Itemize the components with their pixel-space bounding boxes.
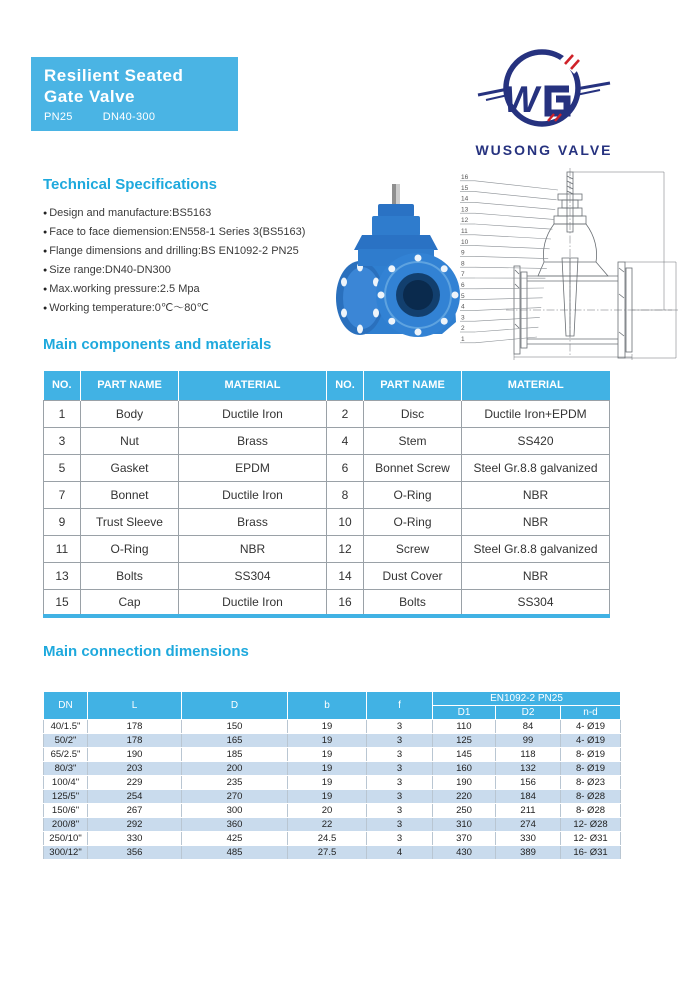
bullet-icon: ●: [43, 210, 48, 217]
cell-no: 14: [327, 562, 364, 589]
cell-material: EPDM: [179, 454, 327, 481]
dimensions-table-row: [44, 720, 621, 734]
components-header-row: [44, 371, 610, 400]
cell-material: NBR: [462, 562, 610, 589]
cell-no: 4: [327, 427, 364, 454]
callout-number: 3: [461, 314, 465, 322]
wusong-logo-icon: [476, 42, 612, 134]
cell-dn: 250/10": [44, 832, 88, 846]
callout-number: 7: [461, 271, 465, 279]
spec-item: ● Flange dimensions and drilling:BS EN1092-2 PN25: [43, 245, 299, 257]
cell-l: 178: [88, 734, 182, 748]
cell-b: 19: [288, 720, 367, 734]
callout-number: 14: [461, 195, 469, 203]
cell-l: 178: [88, 720, 182, 734]
cell-d2: 118: [496, 748, 561, 762]
cell-dn: 125/5": [44, 790, 88, 804]
cell-part-name: O-Ring: [364, 481, 462, 508]
components-table-row: [44, 481, 610, 508]
cell-d: 485: [182, 846, 288, 860]
callout-number: 9: [461, 249, 465, 257]
cell-d2: 99: [496, 734, 561, 748]
logo-monogram-w: W: [504, 79, 539, 120]
dimensions-table-row: [44, 846, 621, 860]
cell-d: 425: [182, 832, 288, 846]
cell-d2: 132: [496, 762, 561, 776]
col-header-partname-right: PART NAME: [364, 371, 462, 400]
cell-nd: 12- Ø31: [561, 832, 621, 846]
product-title-line2: Gate Valve: [44, 87, 136, 106]
col-header-material-left: MATERIAL: [179, 371, 327, 400]
callout-number: 11: [461, 228, 468, 235]
cell-d2: 274: [496, 818, 561, 832]
cell-nd: 4- Ø19: [561, 720, 621, 734]
spec-item: ● Max.working pressure:2.5 Mpa: [43, 283, 200, 295]
section-heading-technical-specifications: Technical Specifications: [43, 176, 217, 193]
cell-nd: 12- Ø28: [561, 818, 621, 832]
cell-d1: 190: [433, 776, 496, 790]
cell-b: 19: [288, 734, 367, 748]
company-name: WUSONG VALVE: [475, 142, 613, 158]
cell-part-name: Screw: [364, 535, 462, 562]
dimensions-table-row: [44, 748, 621, 762]
callout-number: 15: [461, 184, 469, 192]
cell-nd: 4- Ø19: [561, 734, 621, 748]
cell-l: 229: [88, 776, 182, 790]
cell-no: 8: [327, 481, 364, 508]
cell-f: 3: [367, 762, 433, 776]
product-title-block: [31, 57, 238, 131]
cell-l: 267: [88, 804, 182, 818]
cell-no: 5: [44, 454, 81, 481]
bullet-icon: ●: [43, 267, 48, 274]
cell-nd: 8- Ø19: [561, 762, 621, 776]
spec-item: ● Design and manufacture:BS5163: [43, 207, 212, 219]
cell-nd: 8- Ø23: [561, 776, 621, 790]
components-table-row: [44, 562, 610, 589]
cell-material: NBR: [462, 508, 610, 535]
callout-number: 5: [461, 292, 465, 300]
cell-b: 19: [288, 748, 367, 762]
cell-f: 3: [367, 748, 433, 762]
cell-f: 3: [367, 832, 433, 846]
product-subtitle: [44, 111, 238, 123]
dimensions-table-row: [44, 804, 621, 818]
cell-no: 13: [44, 562, 81, 589]
gate-valve-photo-graphic: [322, 182, 474, 338]
cell-material: Ductile Iron: [179, 589, 327, 616]
pressure-rating-label: PN25: [44, 111, 73, 123]
cell-b: 19: [288, 790, 367, 804]
company-logo: [474, 42, 614, 158]
cell-nd: 16- Ø31: [561, 846, 621, 860]
cell-l: 190: [88, 748, 182, 762]
cell-d: 150: [182, 720, 288, 734]
cell-part-name: Nut: [81, 427, 179, 454]
cell-d2: 84: [496, 720, 561, 734]
callout-number: 4: [461, 303, 465, 311]
cell-d: 270: [182, 790, 288, 804]
dimensions-table: [43, 691, 621, 860]
col-group-header-en1092: EN1092-2 PN25: [433, 692, 621, 706]
col-header-l: L: [88, 692, 182, 720]
cell-b: 20: [288, 804, 367, 818]
cell-d1: 160: [433, 762, 496, 776]
dimensions-table-row: [44, 734, 621, 748]
components-table-row: [44, 427, 610, 454]
callout-number: 8: [461, 260, 465, 268]
cell-no: 7: [44, 481, 81, 508]
callout-number: 6: [461, 282, 465, 289]
col-header-d1: D1: [433, 706, 496, 720]
bullet-icon: ●: [43, 286, 48, 293]
cell-d: 165: [182, 734, 288, 748]
cell-dn: 100/4": [44, 776, 88, 790]
cell-material: Steel Gr.8.8 galvanized: [462, 535, 610, 562]
cell-nd: 8- Ø28: [561, 790, 621, 804]
cell-l: 292: [88, 818, 182, 832]
cell-b: 27.5: [288, 846, 367, 860]
cell-material: Steel Gr.8.8 galvanized: [462, 454, 610, 481]
cell-d2: 184: [496, 790, 561, 804]
cell-l: 254: [88, 790, 182, 804]
cell-part-name: Disc: [364, 400, 462, 427]
cell-part-name: Bonnet Screw: [364, 454, 462, 481]
components-table-row: [44, 535, 610, 562]
col-header-f: f: [367, 692, 433, 720]
cell-no: 12: [327, 535, 364, 562]
cell-nd: 8- Ø28: [561, 804, 621, 818]
cell-part-name: Stem: [364, 427, 462, 454]
components-table-row: [44, 589, 610, 616]
dimensions-header-row-top: [44, 692, 621, 706]
cell-material: Ductile Iron: [179, 481, 327, 508]
col-header-b: b: [288, 692, 367, 720]
cell-d1: 250: [433, 804, 496, 818]
cell-d1: 145: [433, 748, 496, 762]
cell-d2: 389: [496, 846, 561, 860]
gate-valve-section-drawing: [458, 164, 688, 362]
bullet-icon: ●: [43, 248, 48, 255]
callout-number: 1: [461, 336, 465, 343]
col-header-material-right: MATERIAL: [462, 371, 610, 400]
dimensions-table-row: [44, 790, 621, 804]
cell-part-name: Bolts: [81, 562, 179, 589]
cell-d1: 220: [433, 790, 496, 804]
col-header-d2: D2: [496, 706, 561, 720]
cell-d1: 110: [433, 720, 496, 734]
cell-dn: 300/12": [44, 846, 88, 860]
cell-f: 3: [367, 720, 433, 734]
section-heading-components: Main components and materials: [43, 336, 272, 353]
col-header-dn: DN: [44, 692, 88, 720]
cell-dn: 150/6": [44, 804, 88, 818]
cell-l: 356: [88, 846, 182, 860]
cell-d: 360: [182, 818, 288, 832]
cell-material: NBR: [179, 535, 327, 562]
cell-d1: 370: [433, 832, 496, 846]
valve-photo: [322, 182, 474, 343]
cell-no: 9: [44, 508, 81, 535]
dimensions-table-row: [44, 776, 621, 790]
cell-f: 3: [367, 790, 433, 804]
components-table: [43, 371, 610, 618]
cell-no: 1: [44, 400, 81, 427]
cell-no: 10: [327, 508, 364, 535]
cell-d: 185: [182, 748, 288, 762]
bullet-icon: ●: [43, 305, 48, 312]
cell-part-name: Bonnet: [81, 481, 179, 508]
cell-part-name: O-Ring: [81, 535, 179, 562]
spec-item: ● Working temperature:0℃～80℃: [43, 302, 209, 314]
cell-f: 4: [367, 846, 433, 860]
callout-number: 12: [461, 217, 469, 225]
cell-f: 3: [367, 734, 433, 748]
bullet-icon: ●: [43, 229, 48, 236]
cell-material: Brass: [179, 427, 327, 454]
cell-material: SS304: [462, 589, 610, 616]
dimensions-table-row: [44, 762, 621, 776]
cell-dn: 40/1.5": [44, 720, 88, 734]
cell-material: SS304: [179, 562, 327, 589]
col-header-no-right: NO.: [327, 371, 364, 400]
cell-d2: 330: [496, 832, 561, 846]
cell-part-name: Trust Sleeve: [81, 508, 179, 535]
cell-d2: 211: [496, 804, 561, 818]
cell-b: 22: [288, 818, 367, 832]
cell-part-name: Dust Cover: [364, 562, 462, 589]
dimensions-table-body: [44, 720, 621, 860]
cell-part-name: Gasket: [81, 454, 179, 481]
cell-d: 300: [182, 804, 288, 818]
callout-number: 13: [461, 206, 469, 214]
valve-technical-drawing: [458, 164, 688, 367]
drawing-callout-numbers: [460, 174, 558, 343]
cell-dn: 65/2.5": [44, 748, 88, 762]
cell-dn: 200/8": [44, 818, 88, 832]
cell-dn: 50/2": [44, 734, 88, 748]
components-table-row: [44, 400, 610, 427]
dimensions-table-row: [44, 832, 621, 846]
cell-material: NBR: [462, 481, 610, 508]
cell-d: 235: [182, 776, 288, 790]
components-table-body: [44, 400, 610, 616]
cell-no: 6: [327, 454, 364, 481]
cell-d1: 430: [433, 846, 496, 860]
cell-no: 15: [44, 589, 81, 616]
cell-material: Ductile Iron+EPDM: [462, 400, 610, 427]
col-header-nd: n-d: [561, 706, 621, 720]
cell-no: 3: [44, 427, 81, 454]
cell-material: Brass: [179, 508, 327, 535]
cell-d1: 125: [433, 734, 496, 748]
cell-no: 11: [44, 535, 81, 562]
col-header-partname-left: PART NAME: [81, 371, 179, 400]
section-heading-dimensions: Main connection dimensions: [43, 643, 249, 660]
callout-number: 16: [461, 174, 469, 181]
cell-b: 19: [288, 762, 367, 776]
cell-part-name: Cap: [81, 589, 179, 616]
cell-d1: 310: [433, 818, 496, 832]
product-title-line1: Resilient Seated: [44, 66, 184, 85]
cell-f: 3: [367, 818, 433, 832]
spec-item: ● Face to face diemension:EN558-1 Series 3(BS5163): [43, 226, 306, 238]
tech-specs-list: [43, 204, 343, 318]
col-header-no-left: NO.: [44, 371, 81, 400]
spec-item: ● Size range:DN40-DN300: [43, 264, 171, 276]
cell-material: SS420: [462, 427, 610, 454]
cell-d2: 156: [496, 776, 561, 790]
cell-b: 19: [288, 776, 367, 790]
size-range-label: DN40-300: [102, 111, 156, 123]
cell-d: 200: [182, 762, 288, 776]
dimensions-table-row: [44, 818, 621, 832]
components-table-row: [44, 508, 610, 535]
cell-material: Ductile Iron: [179, 400, 327, 427]
cell-part-name: O-Ring: [364, 508, 462, 535]
cell-nd: 8- Ø19: [561, 748, 621, 762]
cell-no: 16: [327, 589, 364, 616]
cell-f: 3: [367, 776, 433, 790]
cell-f: 3: [367, 804, 433, 818]
callout-number: 10: [461, 238, 469, 246]
cell-no: 2: [327, 400, 364, 427]
col-header-d: D: [182, 692, 288, 720]
components-table-row: [44, 454, 610, 481]
cell-l: 203: [88, 762, 182, 776]
cell-b: 24.5: [288, 832, 367, 846]
callout-number: 2: [461, 325, 465, 333]
cell-l: 330: [88, 832, 182, 846]
cell-part-name: Body: [81, 400, 179, 427]
cell-part-name: Bolts: [364, 589, 462, 616]
cell-dn: 80/3": [44, 762, 88, 776]
